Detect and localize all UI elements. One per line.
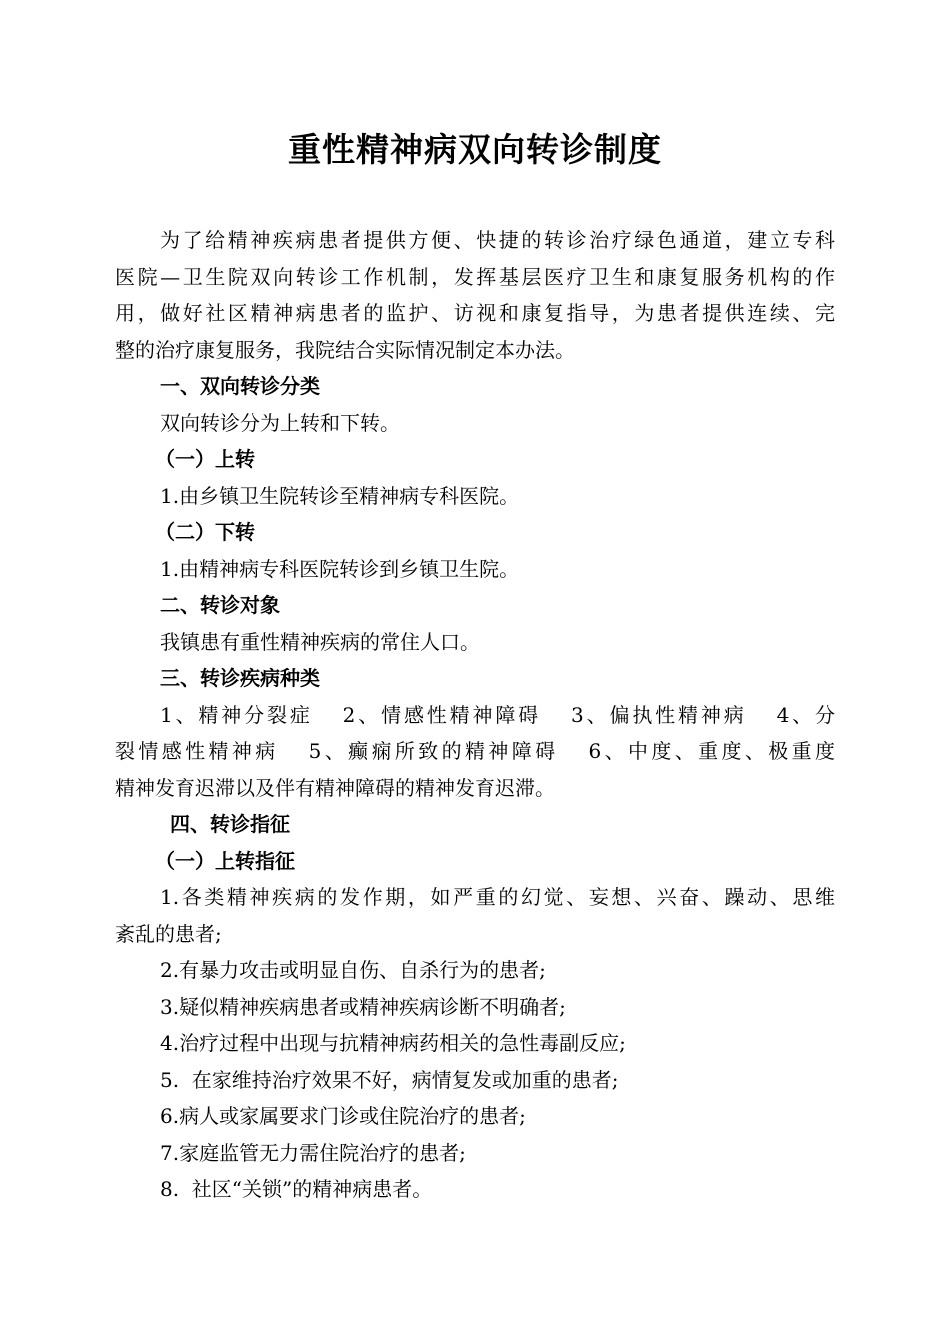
intro-line-3: 用，做好社区精神病患者的监护、访视和康复指导，为患者提供连续、完 [115,301,835,325]
indication-item-1-line-1: 1.各类精神疾病的发作期，如严重的幻觉、妄想、兴奋、躁动、思维 [160,885,835,909]
section4-heading: 四、转诊指征 [170,812,290,836]
section2-text: 我镇患有重性精神疾病的常住人口。 [160,629,480,654]
document-title: 重性精神病双向转诊制度 [288,130,662,169]
intro-line-1: 为了给精神疾病患者提供方便、快捷的转诊治疗绿色通道，建立专科 [160,228,835,252]
indication-item-5: 5. 在家维持治疗效果不好，病情复发或加重的患者; [160,1067,619,1092]
disease-item-2: 2、情感性精神障碍 [342,702,542,727]
section1-sub2-heading: （二）下转 [155,520,255,544]
section2-heading: 二、转诊对象 [160,593,280,617]
section1-sub1-heading: （一）上转 [155,447,255,471]
disease-item-4-start: 4、分 [776,702,835,727]
disease-item-1: 1、精神分裂症 [160,702,313,727]
disease-item-6-start: 6、中度、重度、极重度 [588,739,836,763]
disease-line-1 [115,697,835,734]
section1-text: 双向转诊分为上转和下转。 [160,410,400,435]
indication-item-8: 8. 社区“关锁”的精神病患者。 [160,1177,433,1201]
disease-line-3: 精神发育迟滞以及伴有精神障碍的精神发育迟滞。 [115,775,555,800]
indication-item-2: 2.有暴力攻击或明显自伤、自杀行为的患者; [160,958,546,982]
section3-heading: 三、转诊疾病种类 [160,666,320,690]
disease-item-5: 5、癫痫所致的精神障碍 [308,739,559,763]
section4-sub1-heading: （一）上转指征 [155,848,295,873]
indication-item-4: 4.治疗过程中出现与抗精神病药相关的急性毒副反应; [160,1031,626,1055]
document-body [115,222,835,1208]
disease-line-2 [115,733,835,770]
intro-line-4: 整的治疗康复服务，我院结合实际情况制定本办法。 [115,337,575,362]
indication-item-1-line-2: 紊乱的患者; [115,921,222,946]
indication-item-3: 3.疑似精神疾病患者或精神疾病诊断不明确者; [160,994,566,1019]
section1-sub1-item: 1.由乡镇卫生院转诊至精神病专科医院。 [160,483,520,508]
section1-sub2-item: 1.由精神病专科医院转诊到乡镇卫生院。 [160,556,520,581]
indication-item-7: 7.家庭监管无力需住院治疗的患者; [160,1140,466,1165]
disease-item-4-end: 裂情感性精神病 [115,739,279,763]
intro-line-2: 医院—卫生院双向转诊工作机制，发挥基层医疗卫生和康复服务机构的作 [115,264,835,289]
section1-heading: 一、双向转诊分类 [160,374,320,398]
indication-item-6: 6.病人或家属要求门诊或住院治疗的患者; [160,1104,526,1128]
disease-item-3: 3、偏执性精神病 [571,702,747,727]
